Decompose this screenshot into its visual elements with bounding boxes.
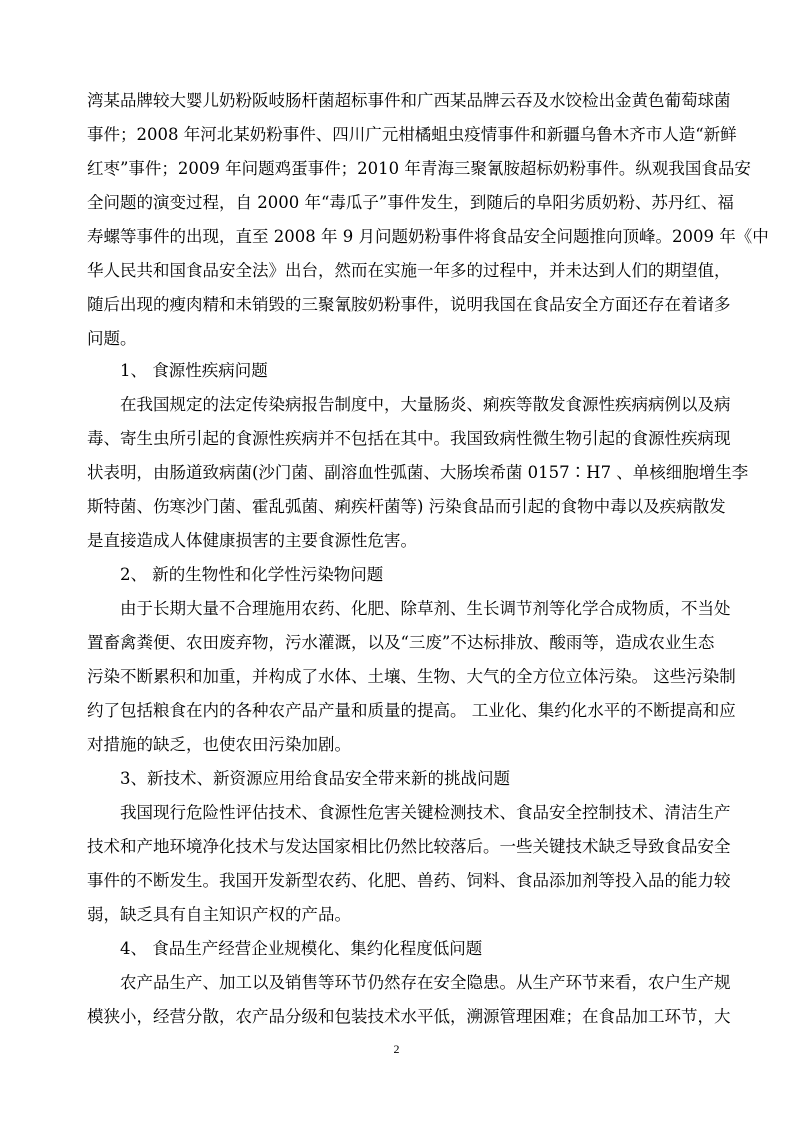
text-line: 模狭小，经营分散，农产品分级和包装技术水平低，溯源管理困难；在食品加工环节，大 [87, 1007, 731, 1026]
text-line: 全问题的演变过程，自 2000 年“毒瓜子”事件发生，到随后的阜阳劣质奶粉、苏丹红、福 [87, 193, 734, 212]
text-line: 随后出现的瘦肉精和未销毁的三聚氰胺奶粉事件，说明我国在食品安全方面还存在着诸多 [87, 295, 731, 314]
section-heading: 1、 食源性疾病问题 [120, 361, 268, 380]
text-line: 污染不断累积和加重，并构成了水体、土壤、生物、大气的全方位立体污染。 这些污染制 [87, 667, 736, 686]
text-line: 我国现行危险性评估技术、食源性危害关键检测技术、食品安全控制技术、清洁生产 [120, 803, 731, 822]
text-line: 红枣”事件；2009 年问题鸡蛋事件；2010 年青海三聚氰胺超标奶粉事件。纵观我国食品安 [87, 159, 751, 178]
text-line: 技术和产地环境净化技术与发达国家相比仍然比较落后。一些关键技术缺乏导致食品安全 [87, 837, 731, 856]
text-line: 事件的不断发生。我国开发新型农药、化肥、兽药、饲料、食品添加剂等投入品的能力较 [87, 871, 731, 890]
text-line: 由于长期大量不合理施用农药、化肥、除草剂、生长调节剂等化学合成物质，不当处 [120, 599, 731, 618]
text-line: 状表明，由肠道致病菌(沙门菌、副溶血性弧菌、大肠埃希菌 0157∶H7 、单核细胞增生李 [87, 463, 749, 482]
text-line: 置畜禽粪便、农田废弃物，污水灌溉，以及“三废”不达标排放、酸雨等，造成农业生态 [87, 633, 715, 652]
text-line: 农产品生产、加工以及销售等环节仍然存在安全隐患。从生产环节来看，农户生产规 [120, 973, 731, 992]
section-heading: 3、新技术、新资源应用给食品安全带来新的挑战问题 [120, 769, 510, 788]
section-heading: 4、 食品生产经营企业规模化、集约化程度低问题 [120, 939, 483, 958]
text-line: 毒、寄生虫所引起的食源性疾病并不包括在其中。我国致病性微生物引起的食源性疾病现 [87, 429, 731, 448]
text-line: 对措施的缺乏，也使农田污染加剧。 [87, 735, 351, 754]
section-heading: 2、 新的生物性和化学性污染物问题 [120, 565, 384, 584]
text-line: 斯特菌、伤寒沙门菌、霍乱弧菌、痢疾杆菌等) 污染食品而引起的食物中毒以及疾病散发 [87, 497, 726, 516]
text-line: 是直接造成人体健康损害的主要食源性危害。 [87, 531, 417, 550]
text-line: 弱，缺乏具有自主知识产权的产品。 [87, 905, 351, 924]
text-line: 约了包括粮食在内的各种农产品产量和质量的提高。 工业化、集约化水平的不断提高和应 [87, 701, 736, 720]
text-line: 寿螺等事件的出现，直至 2008 年 9 月问题奶粉事件将食品安全问题推向顶峰。2009 年《中 [87, 227, 769, 246]
text-line: 在我国规定的法定传染病报告制度中，大量肠炎、痢疾等散发食源性疾病病例以及病 [120, 395, 731, 414]
page-number: 2 [393, 1042, 400, 1056]
text-line: 事件；2008 年河北某奶粉事件、四川广元柑橘蛆虫疫情事件和新疆乌鲁木齐市人造“新鲜 [87, 125, 737, 144]
text-line: 湾某品牌较大婴儿奶粉阪岐肠杆菌超标事件和广西某品牌云吞及水饺检出金黄色葡萄球菌 [87, 91, 731, 110]
text-line: 问题。 [87, 329, 137, 348]
text-line: 华人民共和国食品安全法》出台，然而在实施一年多的过程中，并未达到人们的期望值， [87, 261, 731, 280]
